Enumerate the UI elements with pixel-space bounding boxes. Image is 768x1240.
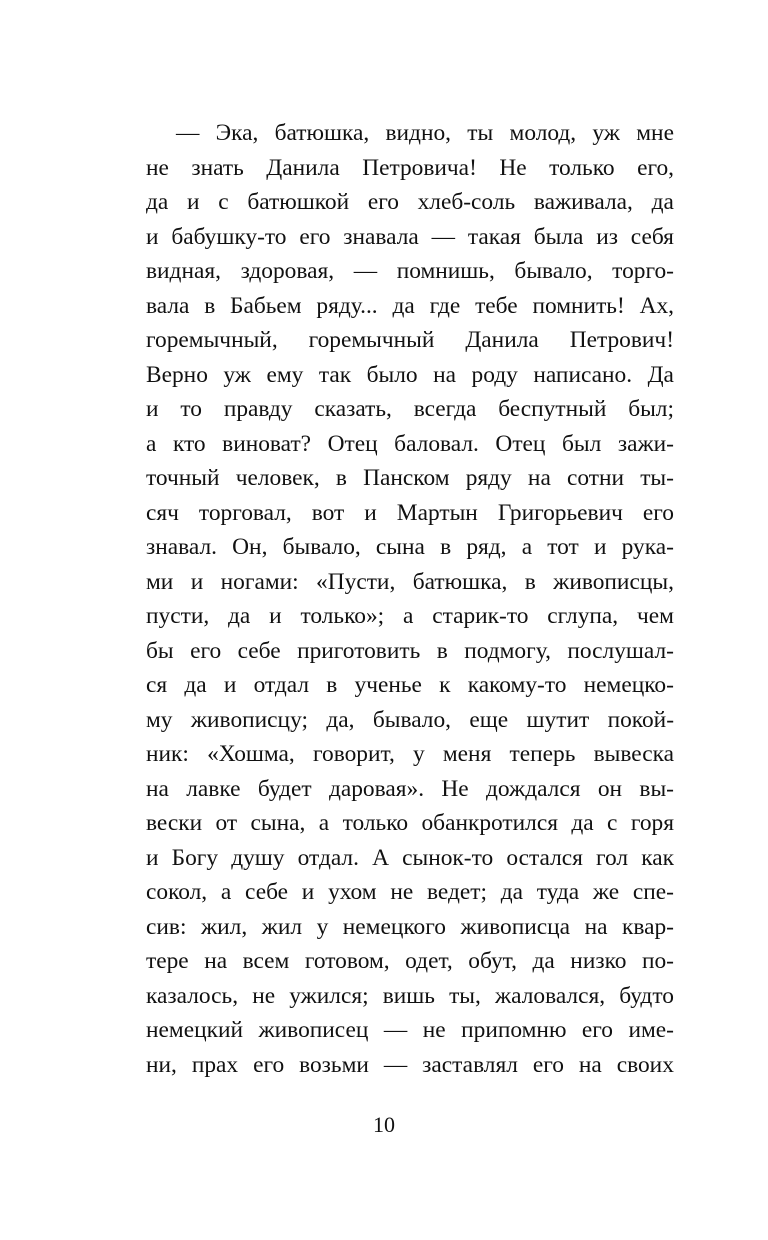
text-line: казалось, не ужился; вишь ты, жаловался, будто (146, 982, 674, 1009)
text-line: и бабушку-то его знавала — такая была из себя (146, 223, 674, 250)
text-line: — Эка, батюшка, видно, ты молод, уж мне (176, 120, 674, 146)
text-line: а кто виноват? Отец баловал. Отец был зажи- (146, 430, 674, 457)
text-line: ни, прах его возьми — заставлял его на своих (146, 1051, 674, 1078)
text-line: и то правду сказать, всегда беспутный был; (146, 396, 674, 422)
text-line: пусти, да и только»; а старик-то сглупа, чем (146, 603, 674, 629)
text-line: сяч торговал, вот и Мартын Григорьевич его (146, 499, 674, 526)
page-number: 10 (373, 1112, 395, 1137)
text-line: му живописцу; да, бывало, еще шутит покой- (146, 706, 674, 733)
text-line: да и с батюшкой его хлеб-соль важивала, да (146, 189, 674, 215)
text-line: вала в Бабьем ряду... да где тебе помнить! Ах, (146, 292, 674, 319)
text-line: не знать Данила Петровича! Не только его, (146, 154, 674, 181)
text-line: Верно уж ему так было на роду написано. Да (146, 361, 674, 388)
text-line: видная, здоровая, — помнишь, бывало, торго- (146, 258, 674, 284)
text-line: знавал. Он, бывало, сына в ряд, а тот и рука- (146, 534, 674, 560)
text-line: сокол, а себе и ухом не ведет; да туда же спе- (146, 879, 674, 905)
text-line: ся да и отдал в ученье к какому-то немецко- (146, 672, 674, 698)
text-line: сив: жил, жил у немецкого живописца на квар- (146, 913, 674, 940)
text-line: вески от сына, а только обанкротился да с горя (146, 810, 674, 836)
text-line: тере на всем готовом, одет, обут, да низко по- (146, 948, 674, 974)
text-line: и Богу душу отдал. А сынок-то остался гол как (146, 844, 674, 871)
text-line: горемычный, горемычный Данила Петрович! (146, 327, 674, 353)
text-line: ник: «Хошма, говорит, у меня теперь вывеска (146, 741, 674, 767)
text-line: на лавке будет даровая». Не дождался он вы- (146, 775, 674, 802)
text-line: немецкий живописец — не припомню его име- (146, 1017, 674, 1043)
text-line: ми и ногами: «Пусти, батюшка, в живописцы, (146, 568, 674, 595)
text-line: точный человек, в Панском ряду на сотни ты- (146, 465, 674, 491)
paragraph-text (146, 116, 674, 1082)
text-line: бы его себе приготовить в подмогу, послушал- (146, 637, 674, 664)
